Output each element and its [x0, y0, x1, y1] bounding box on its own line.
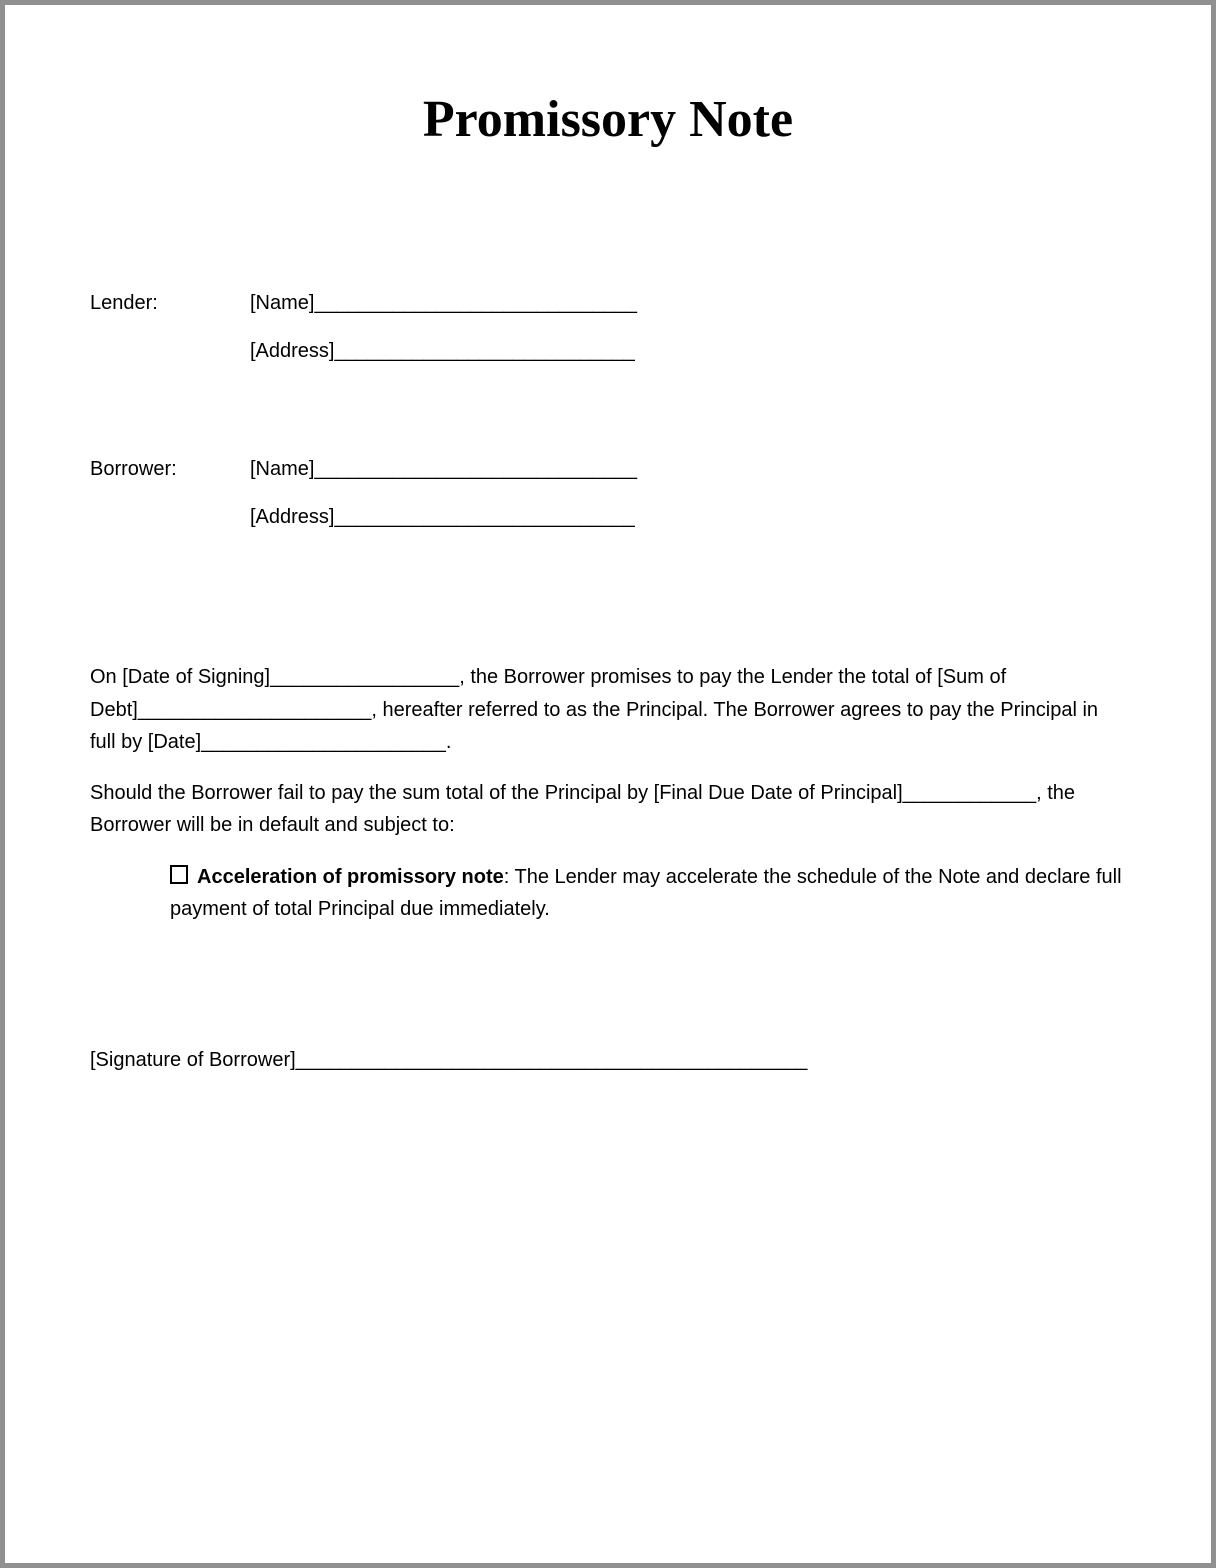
document-title: Promissory Note	[422, 91, 794, 148]
lender-name-field[interactable]: [Name]_____________________________	[250, 292, 638, 314]
borrower-address-row	[90, 505, 1126, 529]
borrower-name-field[interactable]: [Name]_____________________________	[250, 458, 638, 480]
acceleration-clause-title: Acceleration of promissory note	[197, 865, 504, 888]
lender-address-field[interactable]: [Address]___________________________	[250, 340, 635, 362]
principal-paragraph: On [Date of Signing]_________________, the Borrower promises to pay the Lender the total of [Sum of Debt]_____________________, hereafter referred to as the Principal. The Borrower agrees to pay the Principal in full by [Date]______________________.	[90, 666, 1099, 753]
borrower-address-field[interactable]: [Address]___________________________	[250, 506, 635, 528]
acceleration-clause	[170, 861, 1126, 926]
borrower-label: Borrower:	[90, 458, 177, 480]
checkbox-unchecked-icon[interactable]	[170, 865, 188, 884]
borrower-section	[90, 457, 1126, 529]
lender-address-row	[90, 339, 1126, 363]
default-clause-paragraph: Should the Borrower fail to pay the sum total of the Principal by [Final Due Date of Principal]____________, the Borrower will be in default and subject to:	[90, 781, 1076, 836]
borrower-signature-line[interactable]: [Signature of Borrower]______________________________________________	[90, 1048, 808, 1071]
borrower-name-row	[90, 457, 1126, 481]
lender-label: Lender:	[90, 292, 158, 314]
lender-section	[90, 291, 1126, 363]
lender-name-row	[90, 291, 1126, 315]
acceleration-clause-text: : The Lender may accelerate the schedule of the Note and declare full payment of total Principal due immediately.	[170, 865, 1122, 920]
